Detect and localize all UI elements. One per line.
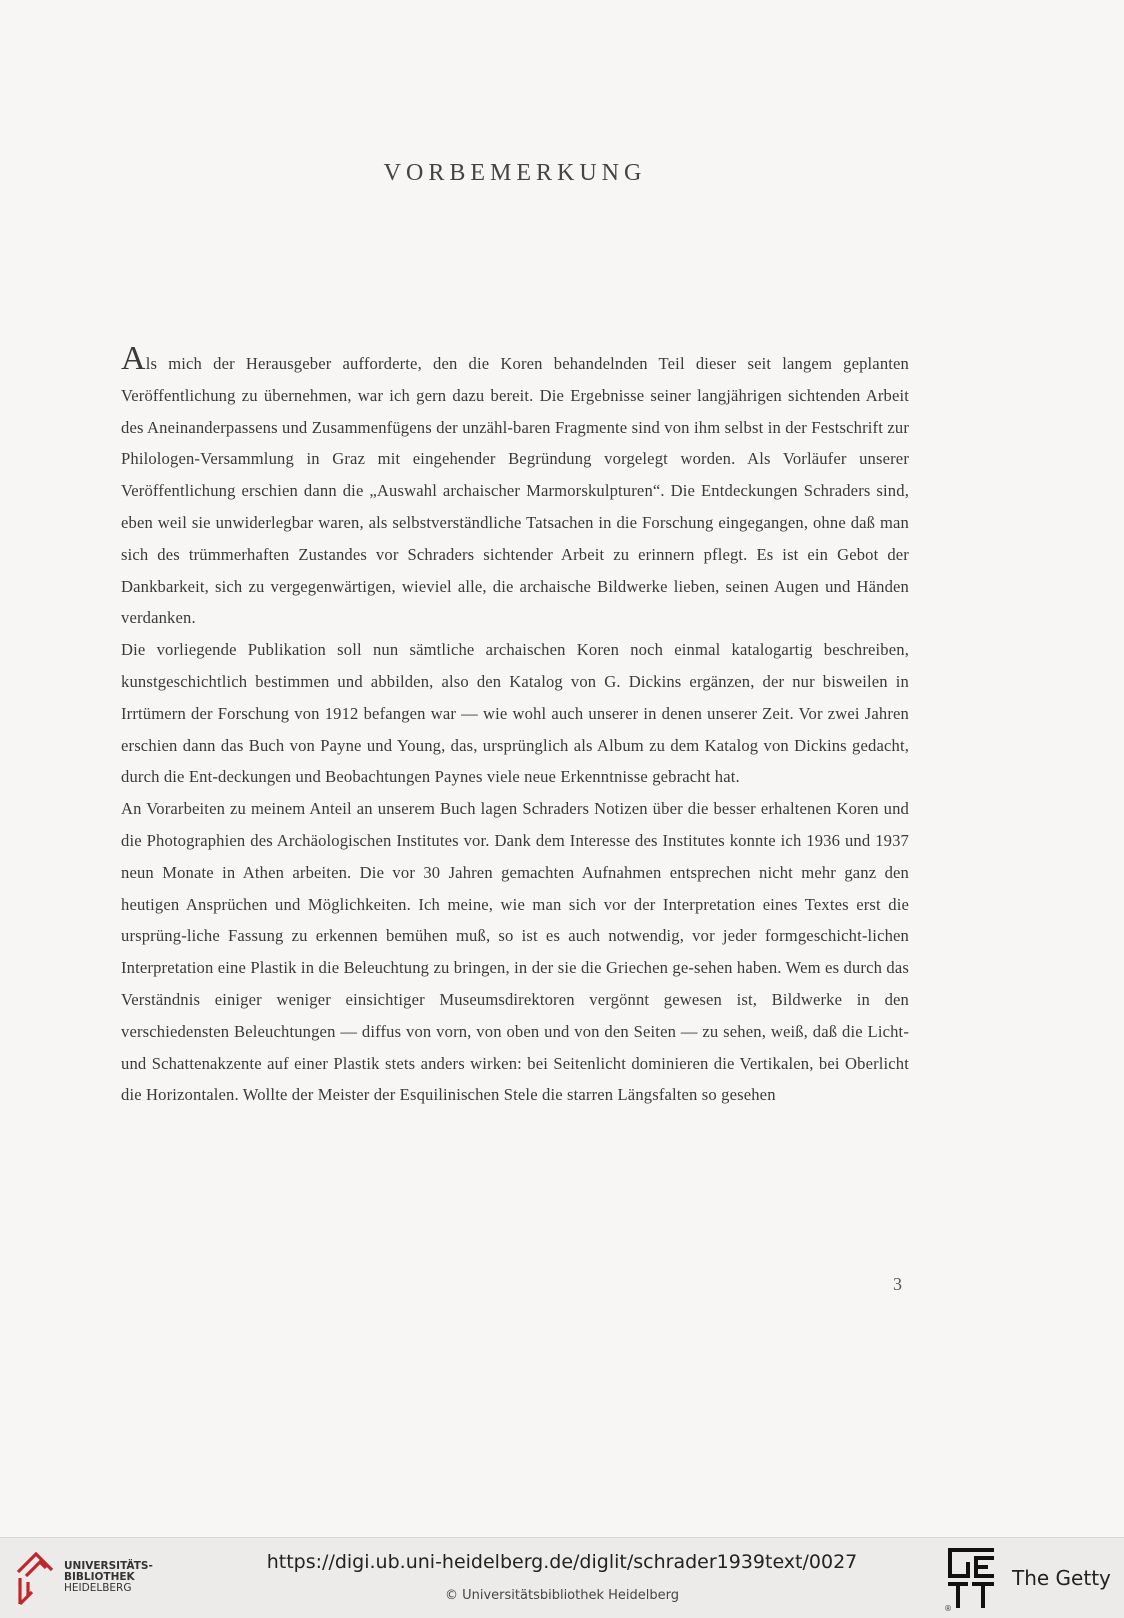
library-line-3: HEIDELBERG: [64, 1582, 132, 1594]
page-number: 3: [893, 1274, 902, 1294]
copyright-notice: © Universitätsbibliothek Heidelberg: [444, 1588, 679, 1603]
getty-logo-icon[interactable]: [946, 1546, 996, 1612]
body-text: [121, 340, 909, 1111]
paragraph-2: Die vorliegende Publikation soll nun sämtliche archaischen Koren noch einmal katalogartig beschreiben, kunstgeschichtlich bestimmen und abbilden, also den Katalog von G. Dickins ergänzen, der nur bisweilen in Irrtümern der Forschung von 1912 befangen war — wie wohl auch unserer in denen unserer Zeit. Vor zwei Jahren erschien dann das Buch von Payne und Young, das, ursprünglich als Album zu dem Katalog von Dickins gedacht, durch die Ent-deckungen und Beobachtungen Paynes viele neue Erkenntnisse gebracht hat.: [121, 640, 909, 787]
paragraph-1: [121, 340, 909, 634]
library-line-2: BIBLIOTHEK: [64, 1571, 135, 1583]
partner-name: The Getty: [1012, 1566, 1111, 1590]
footer-bar: [0, 1537, 1124, 1618]
paragraph-1-text: ls mich der Herausgeber aufforderte, den die Koren behandelnden Teil dieser seit langem geplanten Veröffentlichung zu übernehmen, war ich gern dazu bereit. Die Ergebnisse seiner langjährigen sichtenden Arbeit des Aneinanderpassens und Zusammenfügens der unzähl-baren Fragmente sind von ihm selbst in der Festschrift zur Philologen-Versammlung in Graz mit eingehender Begründung vorgelegt worden. Als Vorläufer unserer Veröffentlichung erschien dann die „Auswahl archaischer Marmorskulpturen“. Die Entdeckungen Schraders sind, eben weil sie unwiderlegbar waren, als selbstverständliche Tatsachen in die Forschung eingegangen, ohne daß man sich des trümmerhaften Zustandes vor Schraders sichtender Arbeit zu erinnern pflegt. Es ist ein Gebot der Dankbarkeit, sich zu vergegenwärtigen, wieviel alle, die archaische Bildwerke lieben, seinen Augen und Händen verdanken.: [121, 354, 909, 628]
registered-mark: ®: [944, 1604, 952, 1613]
page-heading: VORBEMERKUNG: [383, 160, 647, 186]
permalink-url[interactable]: https://digi.ub.uni-heidelberg.de/diglit/schrader1939text/0027: [266, 1551, 858, 1573]
initial-letter: A: [121, 340, 146, 377]
paragraph-3: An Vorarbeiten zu meinem Anteil an unserem Buch lagen Schraders Notizen über die besser erhaltenen Koren und die Photographien des Archäologischen Institutes vor. Dank dem Interesse des Institutes konnte ich 1936 und 1937 neun Monate in Athen arbeiten. Die vor 30 Jahren gemachten Aufnahmen entsprechen nicht mehr ganz den heutigen Ansprüchen und Möglichkeiten. Ich meine, wie man sich vor der Interpretation eines Textes erst die ursprüng-liche Fassung zu erkennen bemühen muß, so ist es auch notwendig, vor jeder formgeschicht-lichen Interpretation eine Plastik in die Beleuchtung zu bringen, in der sie die Griechen ge-sehen haben. Wem es durch das Verständnis einiger weniger einsichtiger Museumsdirektoren vergönnt gewesen ist, Bildwerke in den verschiedensten Beleuchtungen — diffus von vorn, von oben und von den Seiten — zu sehen, weiß, daß die Licht- und Schattenakzente auf einer Plastik stets anders wirken: bei Seitenlicht dominieren die Vertikalen, bei Oberlicht die Horizontalen. Wollte der Meister der Esquilinischen Stele die starren Längsfalten so gesehen: [121, 799, 909, 1105]
library-line-1: UNIVERSITÄTS-: [64, 1560, 153, 1572]
